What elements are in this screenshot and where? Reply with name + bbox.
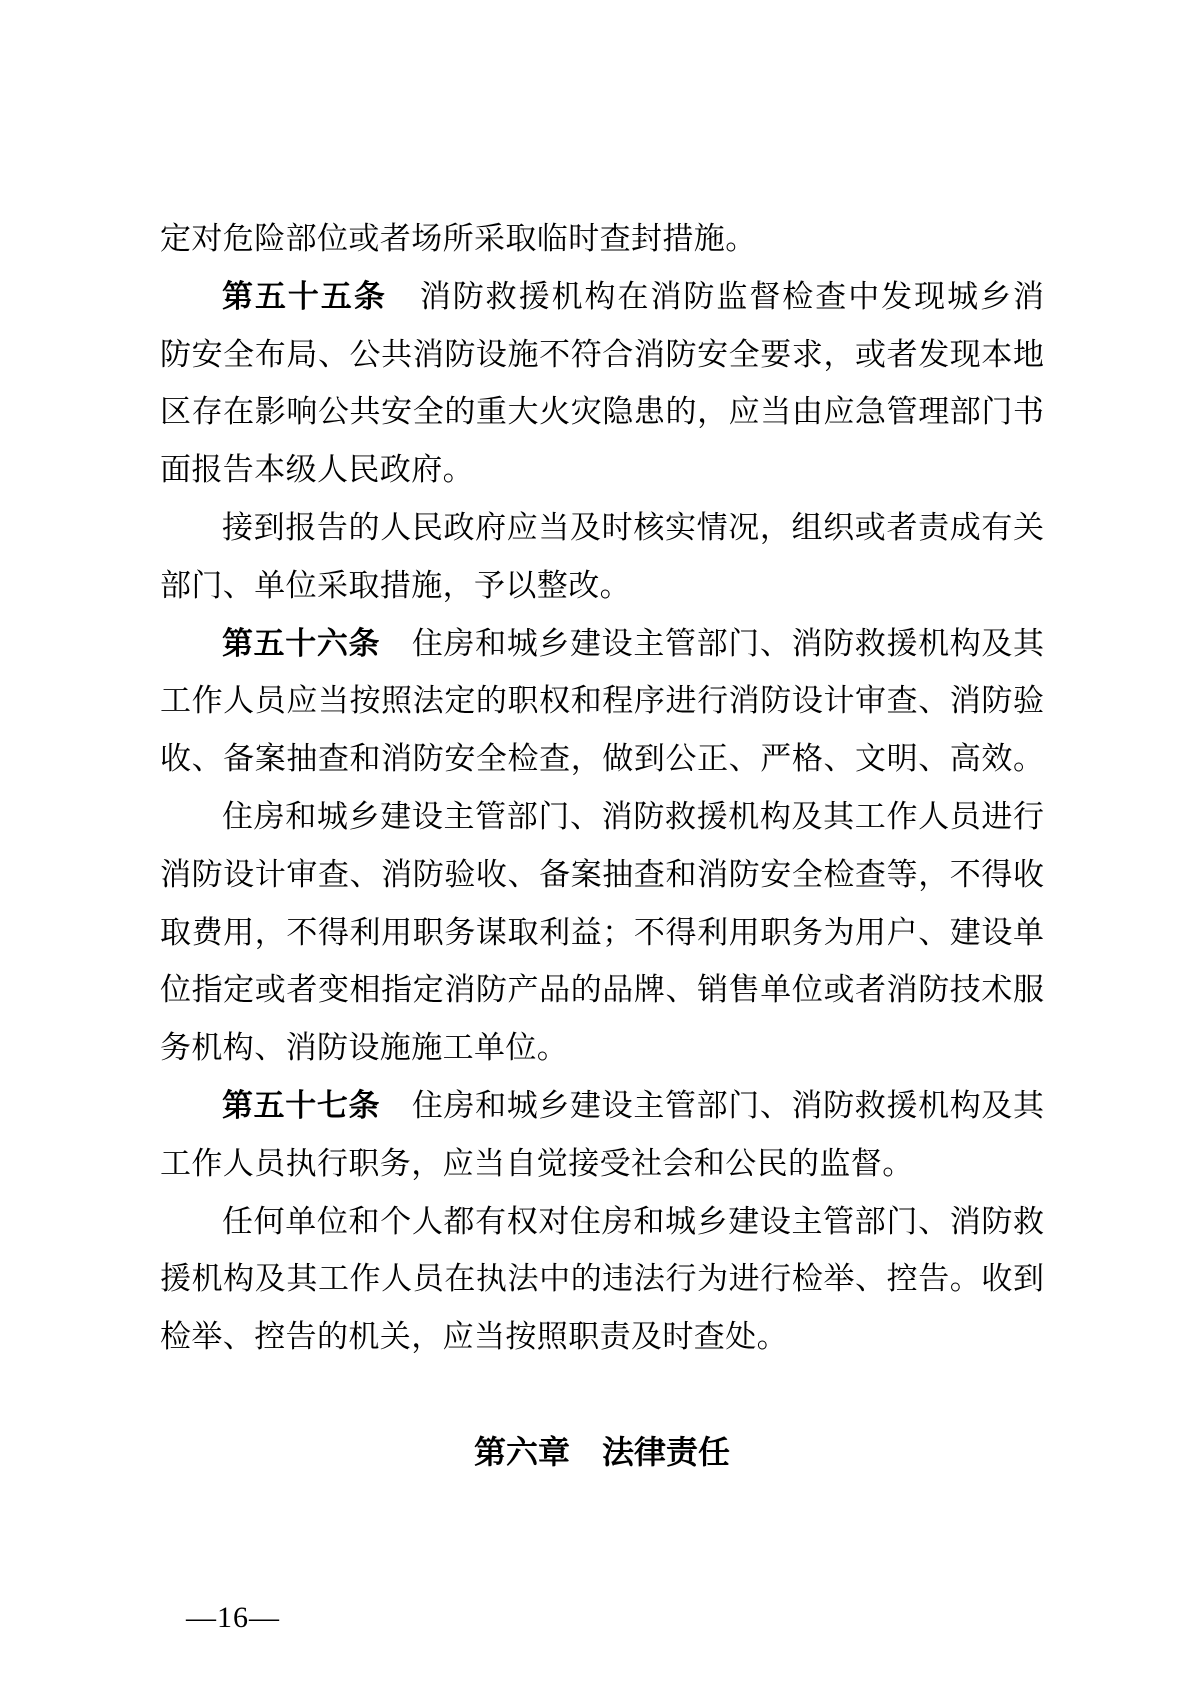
text-line bbox=[160, 1250, 1044, 1308]
text-line bbox=[160, 788, 1044, 846]
line-text: 位指定或者变相指定消防产品的品牌、销售单位或者消防技术服 bbox=[160, 972, 1044, 1008]
text-line bbox=[160, 672, 1044, 730]
text-line bbox=[160, 730, 1044, 788]
line-text: 防安全布局、公共消防设施不符合消防安全要求，或者发现本地 bbox=[160, 336, 1044, 372]
text-line bbox=[160, 326, 1044, 384]
text-line bbox=[160, 1019, 1044, 1077]
line-text: 定对危险部位或者场所采取临时查封措施。 bbox=[160, 221, 757, 256]
line-text: 住房和城乡建设主管部门、消防救援机构及其 bbox=[380, 1087, 1045, 1123]
line-text: 援机构及其工作人员在执法中的违法行为进行检举、控告。收到 bbox=[160, 1261, 1044, 1297]
text-line bbox=[160, 499, 1044, 557]
line-text: 检举、控告的机关，应当按照职责及时查处。 bbox=[160, 1319, 788, 1355]
text-line bbox=[160, 846, 1044, 904]
line-text: 住房和城乡建设主管部门、消防救援机构及其 bbox=[380, 625, 1045, 661]
chapter-heading: 第六章 法律责任 bbox=[473, 1433, 730, 1470]
text-line bbox=[160, 961, 1044, 1019]
text-line bbox=[160, 210, 1044, 268]
line-text: 务机构、消防设施施工单位。 bbox=[160, 1030, 569, 1066]
line-text: 住房和城乡建设主管部门、消防救援机构及其工作人员进行 bbox=[222, 798, 1044, 834]
line-text: 接到报告的人民政府应当及时核实情况，组织或者责成有关 bbox=[222, 509, 1044, 545]
line-text: 消防设计审查、消防验收、备案抽查和消防安全检查等，不得收 bbox=[160, 856, 1044, 892]
text-line bbox=[160, 1135, 1044, 1193]
line-text: 区存在影响公共安全的重大火灾隐患的，应当由应急管理部门书 bbox=[160, 394, 1044, 430]
text-line bbox=[160, 383, 1044, 441]
line-text: 部门、单位采取措施，予以整改。 bbox=[160, 567, 631, 603]
line-text: 取费用，不得利用职务谋取利益；不得利用职务为用户、建设单 bbox=[160, 914, 1044, 950]
line-text: 面报告本级人民政府。 bbox=[160, 452, 474, 488]
blank-line bbox=[160, 1366, 1044, 1424]
line-text: 工作人员执行职务，应当自觉接受社会和公民的监督。 bbox=[160, 1145, 914, 1181]
line-text: 收、备案抽查和消防安全检查，做到公正、严格、文明、高效。 bbox=[160, 741, 1044, 777]
article-number: 第五十五条 bbox=[222, 278, 387, 314]
document-content bbox=[160, 210, 1044, 1482]
text-line bbox=[160, 268, 1044, 326]
text-line bbox=[160, 904, 1044, 962]
text-line bbox=[160, 615, 1044, 673]
line-text: 消防救援机构在消防监督检查中发现城乡消 bbox=[386, 278, 1045, 314]
text-line bbox=[160, 557, 1044, 615]
line-text: 任何单位和个人都有权对住房和城乡建设主管部门、消防救 bbox=[222, 1203, 1044, 1239]
text-line bbox=[160, 441, 1044, 499]
text-line bbox=[160, 1077, 1044, 1135]
text-line bbox=[160, 1308, 1044, 1366]
article-number: 第五十七条 bbox=[222, 1087, 381, 1123]
text-line bbox=[160, 1193, 1044, 1251]
page-number: —16— bbox=[186, 1601, 280, 1634]
line-text: 工作人员应当按照法定的职权和程序进行消防设计审查、消防验 bbox=[160, 683, 1044, 719]
article-number: 第五十六条 bbox=[222, 625, 381, 661]
